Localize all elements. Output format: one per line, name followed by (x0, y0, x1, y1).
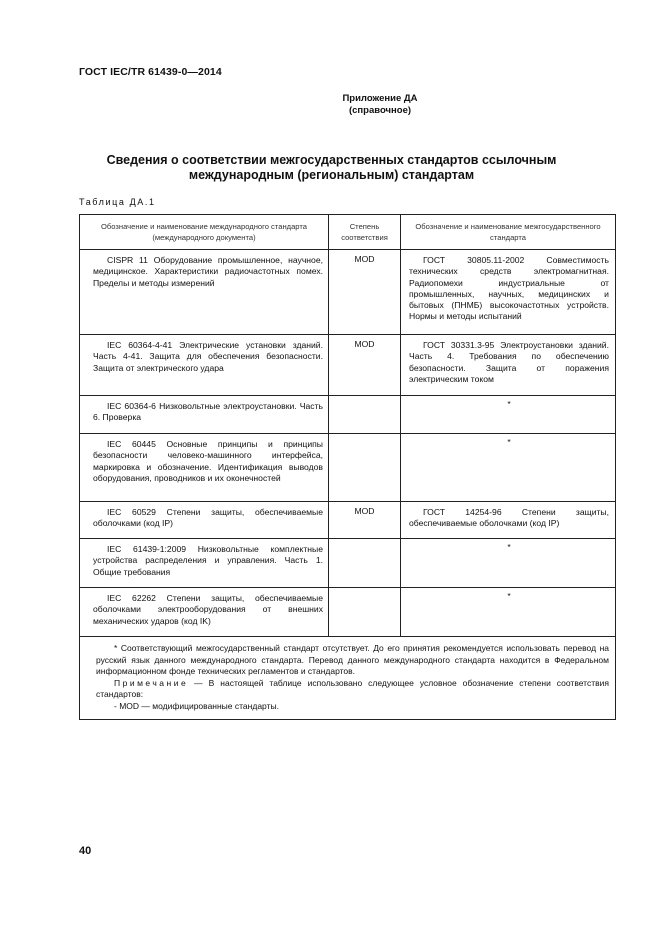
degree-cell: MOD (329, 502, 401, 539)
international-standard-cell: IEC 60364-6 Низковольтные электроустановки. Часть 6. Проверка (80, 396, 329, 434)
international-standard-cell: IEC 61439-1:2009 Низковольтные комплектные устройства распределения и управления. Часть 1. Общие требования (80, 539, 329, 588)
table-row (80, 335, 616, 396)
interstate-standard-cell: ГОСТ 14254-96 Степени защиты, обеспечиваемые оболочками (код IP) (401, 502, 616, 539)
page-number: 40 (79, 845, 92, 857)
document-code: ГОСТ IEC/TR 61439-0—2014 (79, 66, 222, 78)
table-footnote (80, 637, 616, 720)
interstate-standard-cell: ГОСТ 30331.3-95 Электроустановки зданий. Часть 4. Требования по обеспечению безопасности. Защита от поражения электрическим током (401, 335, 616, 396)
table-row (80, 588, 616, 637)
note-paragraph (96, 678, 609, 701)
footnote-text: * Соответствующий межгосударственный стандарт отсутствует. До его принятия рекомендуется использовать перевод на русский язык данного международного стандарта. Перевод данного международного стандарта находится в Федеральном информационном фонде технических регламентов и стандартов. (96, 643, 609, 677)
degree-cell: MOD (329, 335, 401, 396)
table-row (80, 539, 616, 588)
degree-cell: MOD (329, 250, 401, 335)
note-text: — В настоящей таблице использовано следующее условное обозначение степени соответствия стандартов: (96, 677, 609, 700)
international-standard-cell: IEC 60364-4-41 Электрические установки зданий. Часть 4-41. Защита для обеспечения безопасности. Защита от электрического удара (80, 335, 329, 396)
international-standard-cell: CISPR 11 Оборудование промышленное, научное, медицинское. Характеристики радиочастотных помех. Пределы и методы измерений (80, 250, 329, 335)
header-interstate-standard: Обозначение и наименование межгосударственного стандарта (401, 215, 616, 250)
page-title-line-1: Сведения о соответствии межгосударственных стандартов ссылочным (106, 153, 557, 167)
interstate-standard-cell: * (401, 434, 616, 502)
table-footnote-row (80, 637, 616, 720)
degree-cell (329, 434, 401, 502)
international-standard-cell: IEC 60529 Степени защиты, обеспечиваемые оболочками (код IP) (80, 502, 329, 539)
table-caption: Таблица ДА.1 (79, 197, 156, 207)
interstate-standard-cell: * (401, 539, 616, 588)
correspondence-table (79, 214, 616, 720)
appendix-subtitle: (справочное) (348, 105, 412, 116)
note-label: Примечание (114, 677, 189, 688)
degree-cell (329, 396, 401, 434)
table-row (80, 250, 616, 335)
table-row (80, 502, 616, 539)
appendix-title: Приложение ДА (342, 93, 418, 104)
table-row (80, 434, 616, 502)
international-standard-cell: IEC 62262 Степени защиты, обеспечиваемые оболочками электрооборудования от внешних механических ударов (код IK) (80, 588, 329, 637)
header-international-standard: Обозначение и наименование международного стандарта (международного документа) (80, 215, 329, 250)
table-header-row (80, 215, 616, 250)
legend-text: - MOD — модифицированные стандарты. (114, 700, 279, 711)
page-title-line-2: международным (региональным) стандартам (188, 168, 475, 182)
table-row (80, 396, 616, 434)
interstate-standard-cell: ГОСТ 30805.11-2002 Совместимость технических средств электромагнитная. Радиопомехи индустриальные от промышленных, научных, медицинских и бытовых (ПНМБ) высокочастотных устройств. Нормы и методы испытаний (401, 250, 616, 335)
degree-cell (329, 539, 401, 588)
interstate-standard-cell: * (401, 396, 616, 434)
appendix-heading (250, 93, 510, 117)
interstate-standard-cell: * (401, 588, 616, 637)
header-degree-of-correspondence: Степень соответствия (329, 215, 401, 250)
page-title (79, 153, 584, 183)
international-standard-cell: IEC 60445 Основные принципы и принципы безопасности человеко-машинного интерфейса, маркировка и обозначение. Идентификация выводов оборудования, проводников и их оконечностей (80, 434, 329, 502)
degree-cell (329, 588, 401, 637)
